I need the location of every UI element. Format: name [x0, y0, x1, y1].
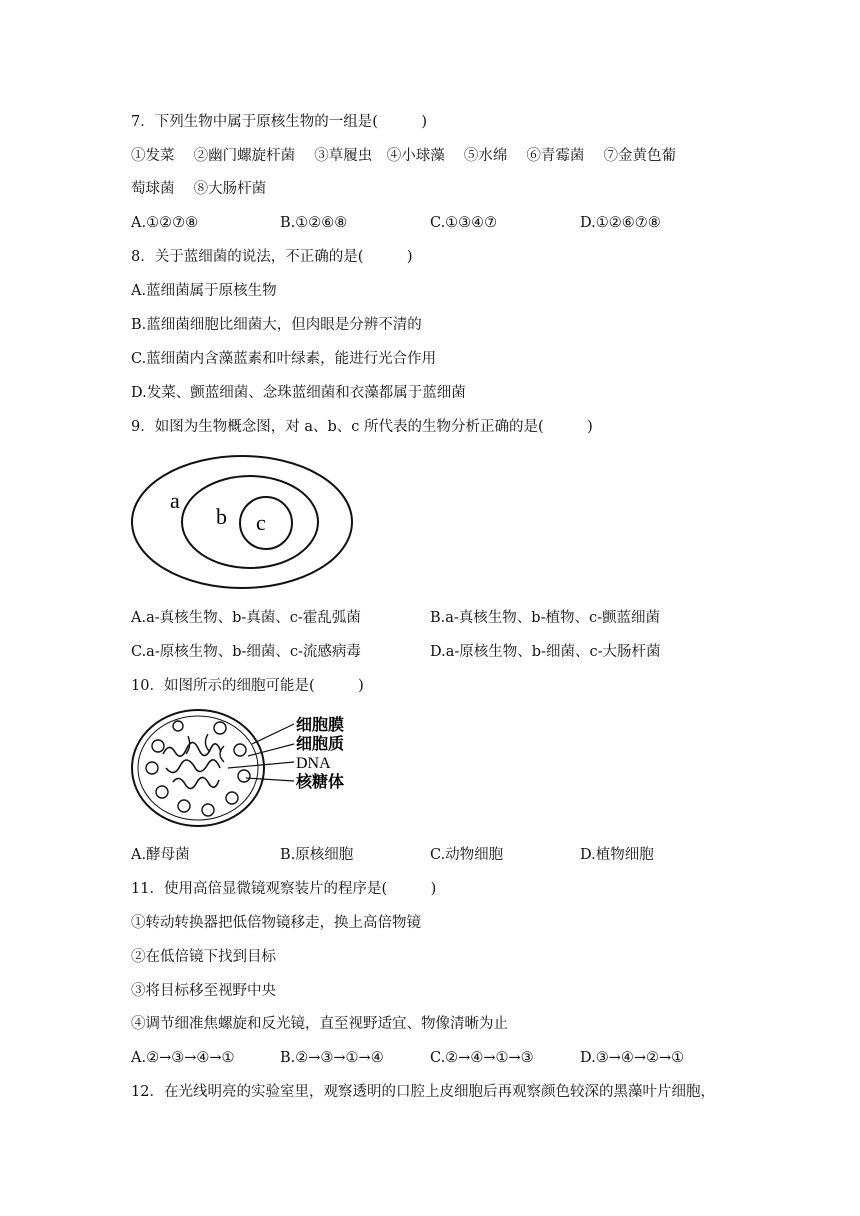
q10-stem: 10．如图所示的细胞可能是( ) — [131, 678, 364, 694]
q11-option-d: D.③→④→②→① — [580, 1050, 685, 1066]
q7-option-d: D.①②⑥⑦⑧ — [580, 215, 661, 231]
label-cell-membrane: 细胞膜 — [296, 717, 345, 734]
q11-option-b: B.②→③→①→④ — [280, 1050, 384, 1066]
q9-stem: 9．如图为生物概念图，对 a、b、c 所代表的生物分析正确的是( ) — [131, 419, 593, 435]
q9-option-c: C.a-原核生物、b-细菌、c-流感病毒 — [131, 644, 361, 660]
q9-option-a: A.a-真核生物、b-真菌、c-霍乱弧菌 — [131, 610, 361, 626]
q9-option-d: D.a-原核生物、b-细菌、c-大肠杆菌 — [430, 644, 661, 660]
q11-step-4: ④调节细准焦螺旋和反光镜，直至视野适宜、物像清晰为止 — [131, 1016, 508, 1032]
q7-option-c: C.①③④⑦ — [430, 215, 498, 231]
q10-option-b: B.原核细胞 — [280, 847, 354, 863]
q7-option-a: A.①②⑦⑧ — [131, 215, 199, 231]
q9-option-b: B.a-真核生物、b-植物、c-颤蓝细菌 — [430, 610, 661, 626]
q11-option-c: C.②→④→①→③ — [430, 1050, 534, 1066]
q8-stem: 8．关于蓝细菌的说法，不正确的是( ) — [131, 249, 413, 265]
q8-option-b: B.蓝细菌细胞比细菌大，但肉眼是分辨不清的 — [131, 317, 422, 333]
q11-option-a: A.②→③→④→① — [131, 1050, 235, 1066]
label-a: a — [170, 488, 180, 513]
q10-option-c: C.动物细胞 — [430, 847, 504, 863]
q11-stem: 11．使用高倍显微镜观察装片的程序是( ) — [131, 881, 437, 897]
label-b: b — [216, 504, 227, 529]
q8-option-c: C.蓝细菌内含藻蓝素和叶绿素，能进行光合作用 — [131, 351, 437, 367]
concept-diagram — [128, 450, 363, 595]
q7-items-line2: 萄球菌 ⑧大肠杆菌 — [131, 181, 267, 197]
q10-option-d: D.植物细胞 — [580, 847, 654, 863]
label-cytoplasm: 细胞质 — [296, 736, 345, 753]
q11-step-3: ③将目标移至视野中央 — [131, 983, 276, 999]
label-dna: DNA — [296, 755, 331, 772]
label-c: c — [256, 510, 266, 535]
q7-stem: 7．下列生物中属于原核生物的一组是( ) — [131, 114, 428, 130]
ellipse-b — [182, 476, 318, 568]
cell-diagram — [128, 706, 368, 834]
label-ribosome: 核糖体 — [296, 774, 345, 791]
q11-step-1: ①转动转换器把低倍物镜移走，换上高倍物镜 — [131, 915, 421, 931]
q7-items-line1: ①发菜 ②幽门螺旋杆菌 ③草履虫 ④小球藻 ⑤水绵 ⑥青霉菌 ⑦金黄色葡 — [131, 148, 677, 164]
q7-option-b: B.①②⑥⑧ — [280, 215, 348, 231]
q8-option-a: A.蓝细菌属于原核生物 — [131, 283, 277, 299]
q12-stem: 12．在光线明亮的实验室里，观察透明的口腔上皮细胞后再观察颜色较深的黑藻叶片细胞， — [131, 1084, 715, 1100]
circle-c — [240, 497, 292, 549]
q10-option-a: A.酵母菌 — [131, 847, 190, 863]
q8-option-d: D.发菜、颤蓝细菌、念珠蓝细菌和衣藻都属于蓝细菌 — [131, 385, 466, 401]
q11-step-2: ②在低倍镜下找到目标 — [131, 949, 276, 965]
